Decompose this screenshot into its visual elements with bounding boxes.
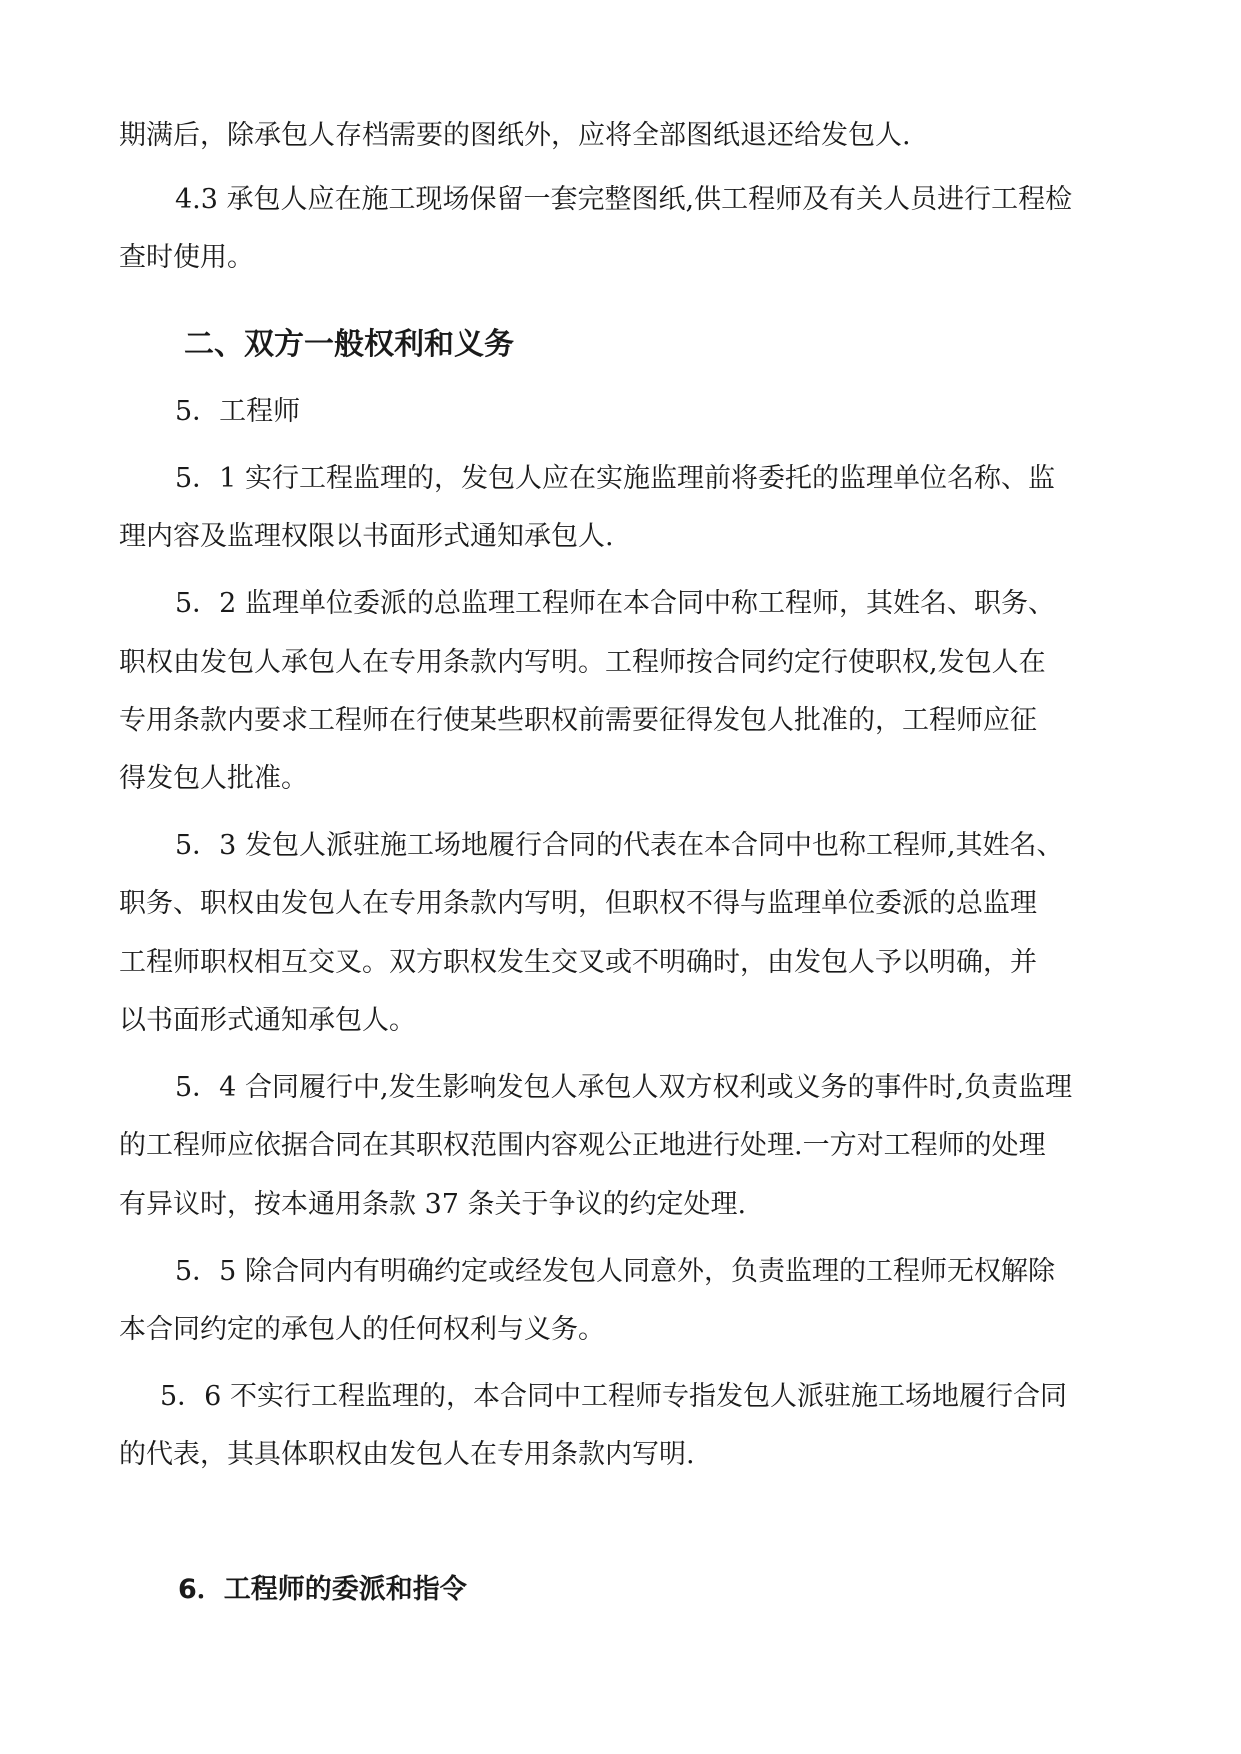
paragraph-line: 的工程师应依据合同在其职权范围内容观公正地进行处理.一方对工程师的处理 [119,1130,1046,1161]
paragraph-line: 专用条款内要求工程师在行使某些职权前需要征得发包人批准的，工程师应征 [119,705,1037,736]
paragraph-line: 本合同约定的承包人的任何权利与义务。 [119,1314,605,1345]
paragraph-line: 理内容及监理权限以书面形式通知承包人. [119,521,614,552]
paragraph-line: 5．4 合同履行中,发生影响发包人承包人双方权利或义务的事件时,负责监理 [175,1072,1073,1103]
section-heading: 二、双方一般权利和义务 [184,327,514,362]
paragraph-line: 查时使用。 [119,242,254,273]
paragraph-line: 工程师职权相互交叉。双方职权发生交叉或不明确时，由发包人予以明确，并 [119,947,1037,978]
subsection-heading: 6．工程师的委派和指令 [178,1574,467,1605]
paragraph-line: 5．6 不实行工程监理的，本合同中工程师专指发包人派驻施工场地履行合同 [160,1381,1067,1412]
subsection-title: 5．工程师 [175,396,301,427]
paragraph-line: 期满后，除承包人存档需要的图纸外，应将全部图纸退还给发包人. [119,120,911,151]
paragraph-line: 5．1 实行工程监理的，发包人应在实施监理前将委托的监理单位名称、监 [175,463,1055,494]
paragraph-line: 4.3 承包人应在施工现场保留一套完整图纸,供工程师及有关人员进行工程检 [175,184,1073,215]
paragraph-line: 职权由发包人承包人在专用条款内写明。工程师按合同约定行使职权,发包人在 [119,647,1046,678]
paragraph-line: 5．3 发包人派驻施工场地履行合同的代表在本合同中也称工程师,其姓名、 [175,830,1064,861]
paragraph-line: 的代表，其具体职权由发包人在专用条款内写明. [119,1439,695,1470]
paragraph-line: 有异议时，按本通用条款 37 条关于争议的约定处理. [119,1189,747,1220]
paragraph-line: 以书面形式通知承包人。 [119,1005,416,1036]
paragraph-line: 职务、职权由发包人在专用条款内写明，但职权不得与监理单位委派的总监理 [119,888,1037,919]
paragraph-line: 5．2 监理单位委派的总监理工程师在本合同中称工程师，其姓名、职务、 [175,588,1055,619]
paragraph-line: 得发包人批准。 [119,763,308,794]
paragraph-line: 5．5 除合同内有明确约定或经发包人同意外，负责监理的工程师无权解除 [175,1256,1055,1287]
